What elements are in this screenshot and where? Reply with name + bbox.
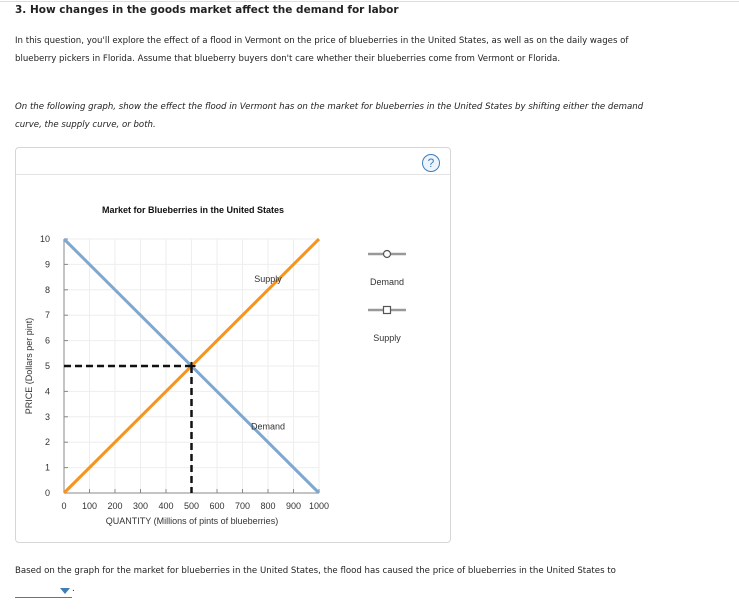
y-tick-label: 4	[44, 386, 50, 397]
chart-title: Market for Blueberries in the United States	[101, 205, 285, 215]
instruction-line-2: curve, the supply curve, or both.	[15, 120, 156, 130]
intro-line-2: blueberry pickers in Florida. Assume that blueberry buyers don't care whether their blueberries come from Vermont or Florida.	[15, 54, 561, 64]
x-tick-label: 300	[132, 501, 149, 511]
y-tick-label: 6	[44, 335, 50, 346]
y-tick-label: 5	[44, 361, 50, 371]
x-tick-label: 0	[61, 501, 67, 511]
legend-demand-circle-icon[interactable]	[384, 251, 391, 258]
x-tick-label: 600	[209, 501, 225, 511]
x-tick-label: 100	[81, 501, 98, 511]
y-axis-label: PRICE (Dollars per pint)	[24, 317, 34, 415]
x-tick-label: 400	[158, 501, 174, 511]
intro-line-1: In this question, you'll explore the effect of a flood in Vermont on the price of blueberries in the United States, as well as on the daily wages of	[15, 36, 629, 46]
period: .	[72, 584, 75, 594]
y-tick-label: 2	[44, 437, 50, 448]
x-tick-label: 800	[260, 501, 276, 511]
supply-curve-label: Supply	[254, 274, 282, 285]
followup-question: Based on the graph for the market for blueberries in the United States, the flood has caused the price of blueberries in the United States to	[15, 566, 616, 576]
legend-supply-label: Supply	[373, 333, 401, 343]
help-icon[interactable]: ?	[422, 154, 440, 172]
y-tick-label: 0	[44, 488, 50, 498]
y-tick-label: 10	[39, 234, 50, 244]
legend-demand-label: Demand	[369, 277, 405, 287]
instruction-line-1: On the following graph, show the effect the flood in Vermont has on the market for blueberries in the United States by shifting either the demand	[15, 102, 644, 112]
price-change-dropdown[interactable]	[15, 586, 72, 598]
x-axis-label: QUANTITY (Millions of pints of blueberries)	[105, 516, 279, 526]
x-tick-label: 900	[285, 501, 302, 511]
x-tick-label: 700	[234, 501, 251, 511]
y-tick-label: 3	[44, 411, 50, 422]
question-title: 3. How changes in the goods market affect the demand for labor	[15, 4, 399, 16]
y-tick-label: 1	[44, 462, 50, 473]
x-tick-label: 200	[107, 501, 123, 511]
x-tick-label: 1000	[308, 501, 330, 511]
dropdown-arrow-icon	[60, 588, 70, 594]
demand-curve-label: Demand	[250, 421, 286, 432]
legend-supply-square-icon[interactable]	[384, 307, 391, 314]
y-tick-label: 9	[44, 259, 50, 270]
followup-block	[15, 562, 730, 598]
y-tick-label: 7	[44, 310, 50, 321]
x-tick-label: 500	[183, 501, 200, 511]
y-tick-label: 8	[44, 284, 50, 295]
